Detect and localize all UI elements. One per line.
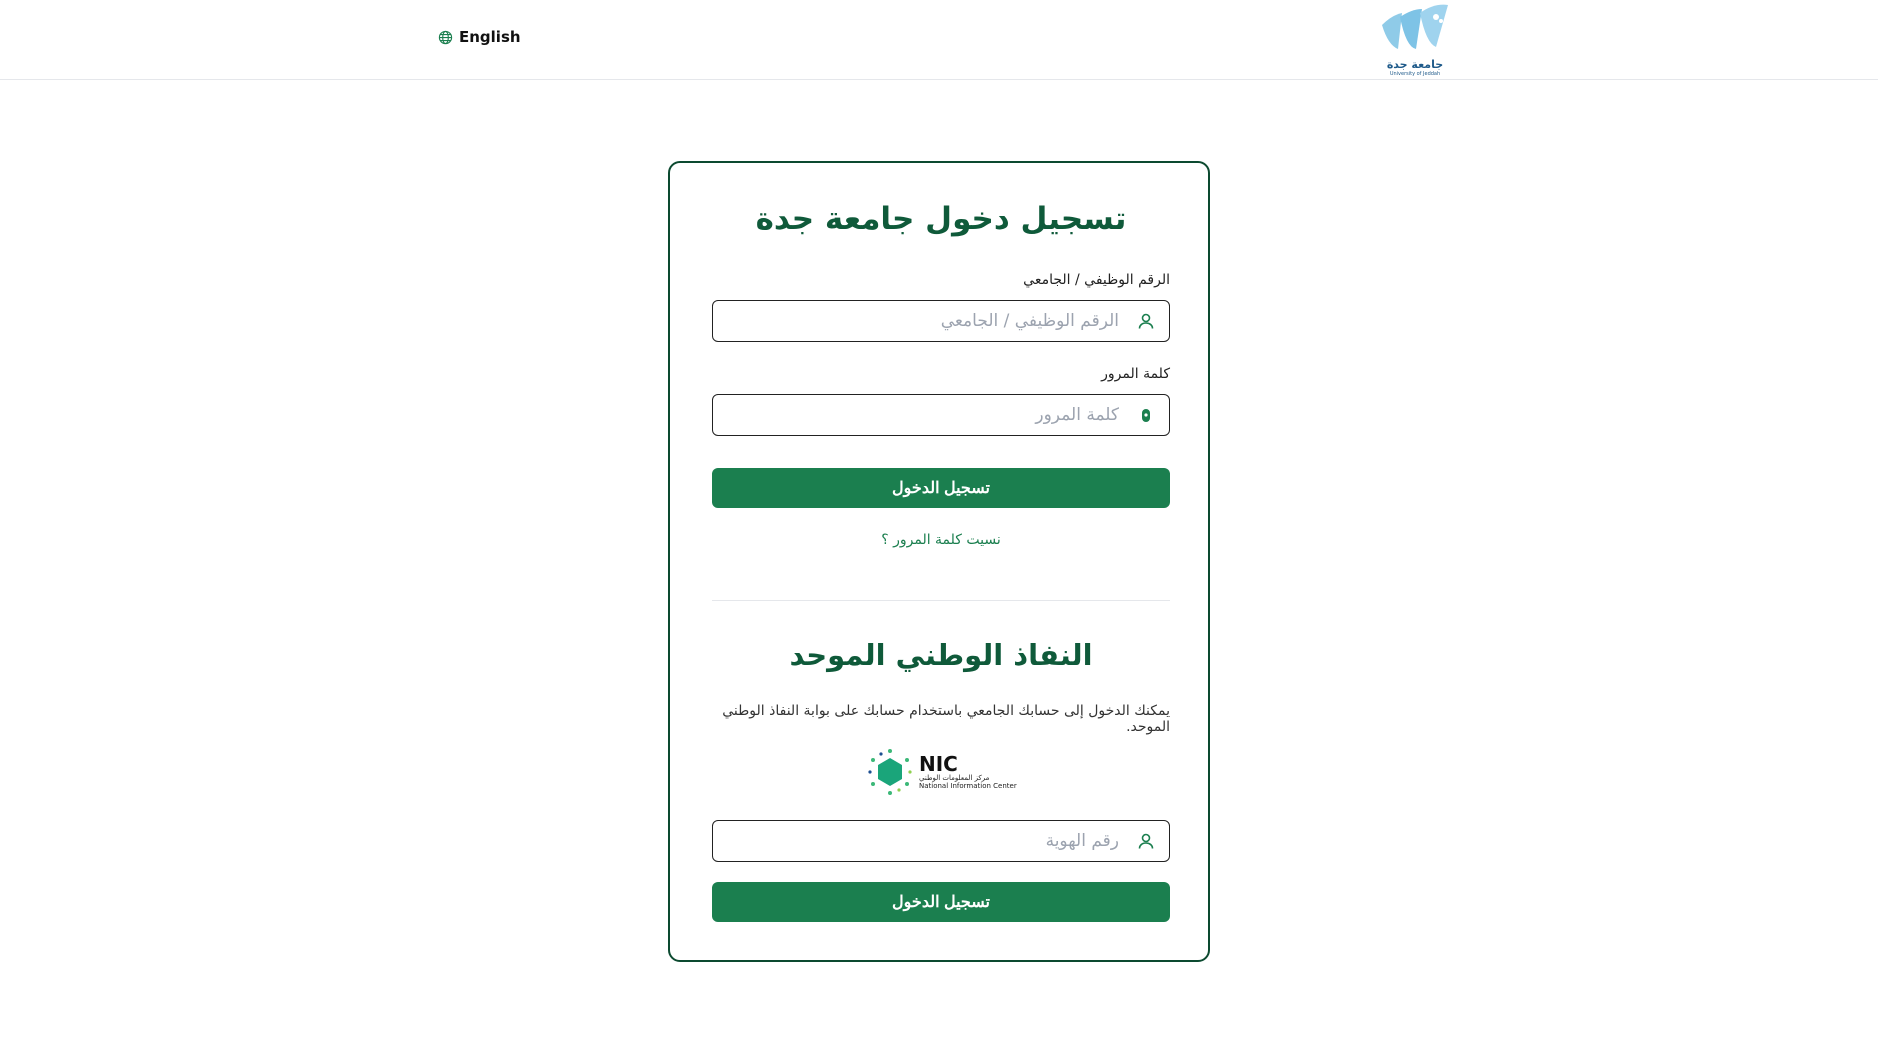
- user-icon: [1137, 832, 1155, 850]
- nic-name-ar: مركز المعلومات الوطني: [919, 774, 990, 782]
- login-button[interactable]: تسجيل الدخول: [712, 468, 1170, 508]
- nafath-title: النفاذ الوطني الموحد: [789, 638, 1093, 672]
- language-switch[interactable]: [438, 28, 521, 46]
- national-id-input[interactable]: [713, 831, 1119, 851]
- password-label: كلمة المرور: [1101, 366, 1170, 382]
- globe-icon: [438, 30, 453, 45]
- top-header: [0, 0, 1878, 80]
- nafath-login-button[interactable]: تسجيل الدخول: [712, 882, 1170, 922]
- user-icon: [1137, 312, 1155, 330]
- username-input[interactable]: [713, 311, 1119, 331]
- national-id-field[interactable]: [712, 820, 1170, 862]
- university-logo[interactable]: [1378, 3, 1452, 75]
- nic-logo: [867, 746, 1017, 798]
- logo-text-ar: جامعة جدة: [1386, 58, 1444, 71]
- password-field[interactable]: [712, 394, 1170, 436]
- language-label: English: [459, 28, 521, 46]
- password-input[interactable]: [713, 405, 1119, 425]
- lock-icon: [1137, 406, 1155, 424]
- username-field[interactable]: [712, 300, 1170, 342]
- section-divider: [712, 600, 1170, 601]
- logo-graphic: [1378, 3, 1452, 55]
- login-title: تسجيل دخول جامعة جدة: [755, 201, 1127, 237]
- forgot-password-link[interactable]: نسيت كلمة المرور ؟: [881, 532, 1001, 548]
- nafath-description: يمكنك الدخول إلى حسابك الجامعي باستخدام حسابك على بوابة النفاذ الوطني الموحد.: [722, 703, 1170, 735]
- nic-name: NIC: [919, 752, 958, 776]
- nic-emblem-icon: [867, 748, 913, 796]
- username-label: الرقم الوظيفي / الجامعي: [1023, 272, 1170, 288]
- login-card: [668, 161, 1210, 962]
- logo-text-en: University of Jeddah: [1389, 71, 1441, 77]
- nic-name-en: National Information Center: [919, 782, 1017, 790]
